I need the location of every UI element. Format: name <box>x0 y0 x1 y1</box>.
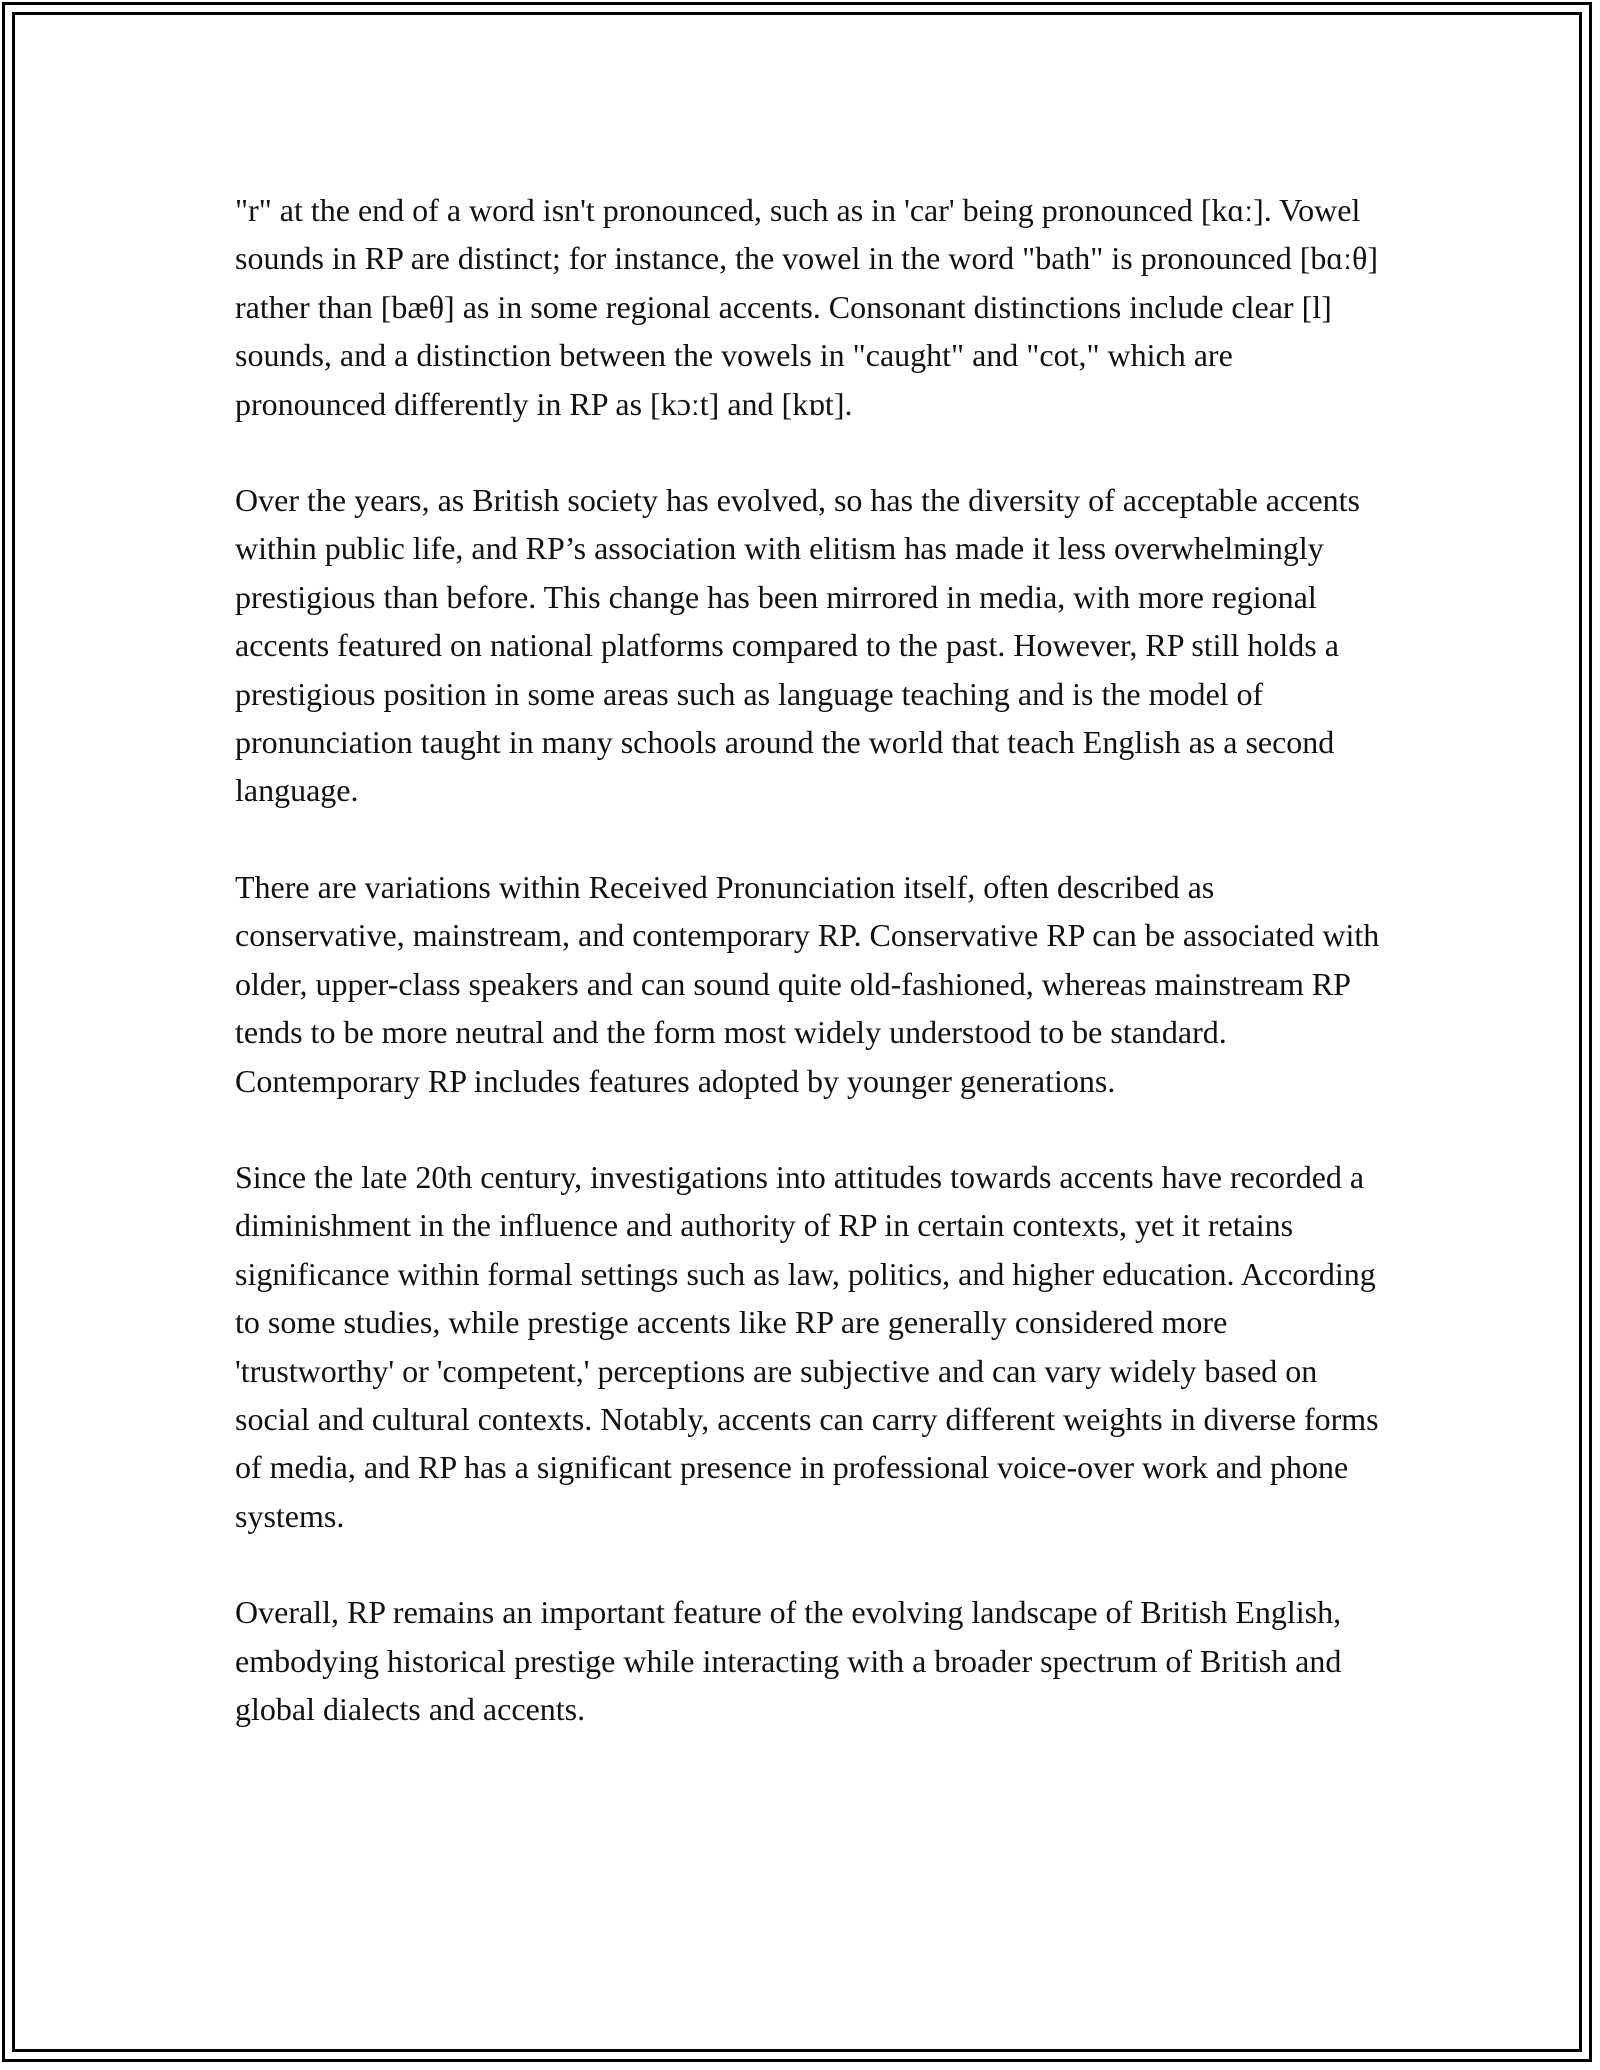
paragraph-conclusion: Overall, RP remains an important feature of the evolving landscape of British English, embodying historical prestige while interacting with a broader spectrum of British and global dialects and accents. <box>235 1594 1342 1727</box>
paragraph-pronunciation-features: "r" at the end of a word isn't pronounced, such as in 'car' being pronounced [kɑː]. Vowel sounds in RP are distinct; for instance, the vowel in the word "bath" is pronounced [bɑːθ] rather than [bæθ] as in some regional accents. Consonant distinctions include clear [l] sounds, and a distinction between the vowels in "caught" and "cot," which are pronounced differently in RP as [kɔːt] and [kɒt]. <box>235 192 1379 422</box>
document-body <box>235 186 1385 1733</box>
paragraph-rp-variations: There are variations within Received Pronunciation itself, often described as conservative, mainstream, and contemporary RP. Conservative RP can be associated with older, upper-class speakers and can sound quite old-fashioned, whereas mainstream RP tends to be more neutral and the form most widely understood to be standard. Contemporary RP includes features adopted by younger generations. <box>235 868 1380 1099</box>
paragraph-attitudes-research: Since the late 20th century, investigations into attitudes towards accents have recorded a diminishment in the influence and authority of RP in certain contexts, yet it retains significance within formal settings such as law, politics, and higher education. According to some studies, while prestige accents like RP are generally considered more 'trustworthy' or 'competent,' perceptions are subjective and can vary widely based on social and cultural contexts. Notably, accents can carry different weights in diverse forms of media, and RP has a significant presence in professional voice-over work and phone systems. <box>235 1158 1379 1534</box>
paragraph-changing-prestige: Over the years, as British society has evolved, so has the diversity of acceptable accents within public life, and RP’s association with elitism has made it less overwhelmingly prestigious than before. This change has been mirrored in media, with more regional accents featured on national platforms compared to the past. However, RP still holds a prestigious position in some areas such as language teaching and is the model of pronunciation taught in many schools around the world that teach English as a second language. <box>235 482 1360 809</box>
